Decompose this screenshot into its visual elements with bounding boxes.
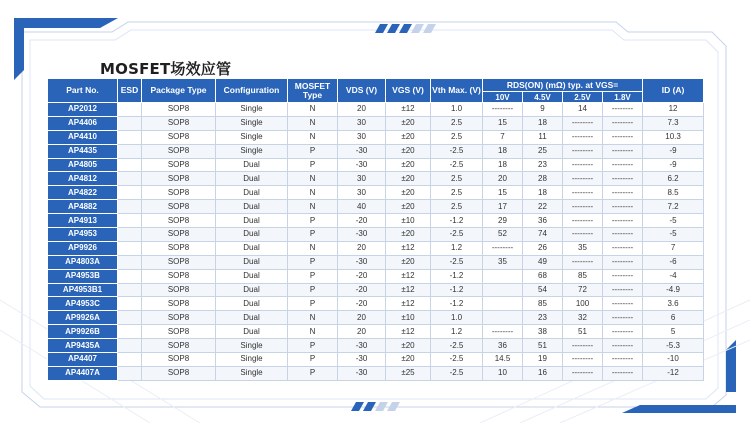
header-vgs: VGS (V) [386, 79, 431, 103]
cell-vds: -20 [338, 283, 386, 297]
cell-configuration: Dual [216, 311, 288, 325]
header-id: ID (A) [643, 79, 704, 103]
cell-rds-1-8v: -------- [603, 103, 643, 117]
cell-rds-10v: 7 [483, 130, 523, 144]
cell-rds-2-5v: -------- [563, 214, 603, 228]
cell-esd [118, 116, 142, 130]
cell-rds-4-5v: 18 [523, 186, 563, 200]
cell-vds: 20 [338, 103, 386, 117]
table-row [48, 116, 704, 130]
cell-rds-10v: 10 [483, 366, 523, 380]
cell-rds-1-8v: -------- [603, 214, 643, 228]
cell-part-no: AP2012 [48, 103, 118, 117]
cell-configuration: Dual [216, 269, 288, 283]
cell-mosfet-type: P [288, 144, 338, 158]
cell-vds: -30 [338, 353, 386, 367]
header-mosfet-type: MOSFET Type [288, 79, 338, 103]
cell-mosfet-type: P [288, 283, 338, 297]
cell-id: 7.3 [643, 116, 704, 130]
cell-rds-2-5v: -------- [563, 172, 603, 186]
cell-esd [118, 297, 142, 311]
cell-rds-10v: 18 [483, 158, 523, 172]
table-row [48, 283, 704, 297]
cell-vth: 2.5 [431, 172, 483, 186]
cell-vgs: ±20 [386, 144, 431, 158]
cell-rds-2-5v: -------- [563, 186, 603, 200]
cell-rds-1-8v: -------- [603, 255, 643, 269]
cell-vgs: ±20 [386, 353, 431, 367]
cell-rds-1-8v: -------- [603, 228, 643, 242]
cell-esd [118, 228, 142, 242]
cell-vth: -1.2 [431, 283, 483, 297]
cell-esd [118, 255, 142, 269]
cell-mosfet-type: P [288, 297, 338, 311]
cell-vds: 30 [338, 172, 386, 186]
table-row [48, 366, 704, 380]
cell-id: -9 [643, 144, 704, 158]
cell-part-no: AP9435A [48, 339, 118, 353]
cell-vds: -30 [338, 339, 386, 353]
cell-mosfet-type: P [288, 269, 338, 283]
cell-rds-4-5v: 16 [523, 366, 563, 380]
cell-rds-4-5v: 25 [523, 144, 563, 158]
cell-package-type: SOP8 [142, 255, 216, 269]
cell-configuration: Dual [216, 200, 288, 214]
cell-mosfet-type: N [288, 241, 338, 255]
mosfet-spec-table [47, 78, 704, 381]
cell-configuration: Single [216, 366, 288, 380]
cell-configuration: Dual [216, 158, 288, 172]
cell-vds: 30 [338, 116, 386, 130]
cell-esd [118, 283, 142, 297]
cell-rds-1-8v: -------- [603, 339, 643, 353]
cell-vth: 1.2 [431, 325, 483, 339]
cell-rds-1-8v: -------- [603, 200, 643, 214]
cell-esd [118, 158, 142, 172]
table-row [48, 144, 704, 158]
cell-rds-1-8v: -------- [603, 325, 643, 339]
cell-rds-2-5v: 35 [563, 241, 603, 255]
cell-package-type: SOP8 [142, 366, 216, 380]
table-row [48, 200, 704, 214]
cell-id: 5 [643, 325, 704, 339]
cell-id: -12 [643, 366, 704, 380]
cell-vgs: ±25 [386, 366, 431, 380]
cell-vgs: ±20 [386, 228, 431, 242]
cell-vth: -2.5 [431, 255, 483, 269]
cell-vgs: ±12 [386, 269, 431, 283]
cell-vth: 1.0 [431, 311, 483, 325]
cell-rds-10v: 35 [483, 255, 523, 269]
cell-esd [118, 186, 142, 200]
cell-mosfet-type: N [288, 172, 338, 186]
cell-esd [118, 130, 142, 144]
header-esd: ESD [118, 79, 142, 103]
table-row [48, 255, 704, 269]
cell-part-no: AP4822 [48, 186, 118, 200]
cell-vds: -20 [338, 269, 386, 283]
cell-mosfet-type: P [288, 255, 338, 269]
cell-vth: 1.2 [431, 241, 483, 255]
cell-id: 10.3 [643, 130, 704, 144]
cell-part-no: AP4805 [48, 158, 118, 172]
cell-id: -10 [643, 353, 704, 367]
cell-rds-1-8v: -------- [603, 186, 643, 200]
cell-rds-4-5v: 9 [523, 103, 563, 117]
cell-rds-1-8v: -------- [603, 130, 643, 144]
table-row [48, 353, 704, 367]
cell-mosfet-type: N [288, 186, 338, 200]
cell-configuration: Single [216, 116, 288, 130]
cell-mosfet-type: N [288, 325, 338, 339]
cell-rds-4-5v: 11 [523, 130, 563, 144]
cell-id: 12 [643, 103, 704, 117]
table-row [48, 228, 704, 242]
cell-vth: -1.2 [431, 297, 483, 311]
cell-part-no: AP4407 [48, 353, 118, 367]
table-row [48, 130, 704, 144]
cell-vds: 20 [338, 325, 386, 339]
cell-rds-4-5v: 28 [523, 172, 563, 186]
cell-vth: -2.5 [431, 353, 483, 367]
cell-esd [118, 339, 142, 353]
cell-part-no: AP4953C [48, 297, 118, 311]
cell-vds: -30 [338, 144, 386, 158]
cell-vth: 1.0 [431, 103, 483, 117]
cell-part-no: AP9926B [48, 325, 118, 339]
table-row [48, 214, 704, 228]
cell-vgs: ±20 [386, 116, 431, 130]
cell-package-type: SOP8 [142, 116, 216, 130]
cell-mosfet-type: N [288, 103, 338, 117]
cell-rds-1-8v: -------- [603, 353, 643, 367]
cell-id: -4 [643, 269, 704, 283]
cell-rds-10v: 15 [483, 116, 523, 130]
cell-id: -6 [643, 255, 704, 269]
cell-rds-10v [483, 297, 523, 311]
cell-id: -5.3 [643, 339, 704, 353]
cell-rds-2-5v: -------- [563, 158, 603, 172]
cell-part-no: AP9926 [48, 241, 118, 255]
cell-rds-2-5v: 100 [563, 297, 603, 311]
cell-configuration: Dual [216, 325, 288, 339]
header-part-no: Part No. [48, 79, 118, 103]
cell-rds-2-5v: 51 [563, 325, 603, 339]
cell-configuration: Dual [216, 172, 288, 186]
cell-id: -5 [643, 214, 704, 228]
cell-rds-2-5v: -------- [563, 130, 603, 144]
cell-configuration: Dual [216, 241, 288, 255]
cell-package-type: SOP8 [142, 353, 216, 367]
cell-vth: -2.5 [431, 228, 483, 242]
cell-package-type: SOP8 [142, 311, 216, 325]
table-row [48, 186, 704, 200]
cell-vth: 2.5 [431, 186, 483, 200]
cell-part-no: AP4435 [48, 144, 118, 158]
cell-rds-10v: 18 [483, 144, 523, 158]
cell-rds-4-5v: 19 [523, 353, 563, 367]
cell-rds-2-5v: 14 [563, 103, 603, 117]
cell-package-type: SOP8 [142, 144, 216, 158]
cell-rds-4-5v: 85 [523, 297, 563, 311]
cell-vds: -30 [338, 366, 386, 380]
cell-esd [118, 172, 142, 186]
cell-rds-1-8v: -------- [603, 158, 643, 172]
cell-rds-2-5v: -------- [563, 228, 603, 242]
cell-part-no: AP4913 [48, 214, 118, 228]
header-vds: VDS (V) [338, 79, 386, 103]
cell-part-no: AP4812 [48, 172, 118, 186]
cell-rds-10v: 29 [483, 214, 523, 228]
cell-configuration: Single [216, 339, 288, 353]
cell-configuration: Dual [216, 297, 288, 311]
cell-rds-4-5v: 18 [523, 116, 563, 130]
cell-vgs: ±20 [386, 339, 431, 353]
cell-rds-4-5v: 74 [523, 228, 563, 242]
cell-configuration: Dual [216, 186, 288, 200]
cell-rds-10v: -------- [483, 241, 523, 255]
cell-mosfet-type: P [288, 353, 338, 367]
cell-package-type: SOP8 [142, 200, 216, 214]
cell-mosfet-type: P [288, 214, 338, 228]
cell-mosfet-type: P [288, 339, 338, 353]
cell-vth: -2.5 [431, 366, 483, 380]
cell-rds-4-5v: 26 [523, 241, 563, 255]
cell-rds-1-8v: -------- [603, 172, 643, 186]
cell-rds-10v: 52 [483, 228, 523, 242]
table-row [48, 172, 704, 186]
cell-configuration: Single [216, 130, 288, 144]
cell-configuration: Dual [216, 255, 288, 269]
cell-rds-4-5v: 49 [523, 255, 563, 269]
cell-vgs: ±12 [386, 241, 431, 255]
cell-rds-1-8v: -------- [603, 269, 643, 283]
table-row [48, 297, 704, 311]
cell-package-type: SOP8 [142, 297, 216, 311]
cell-vgs: ±20 [386, 255, 431, 269]
cell-vds: -20 [338, 297, 386, 311]
cell-configuration: Dual [216, 283, 288, 297]
table-row [48, 339, 704, 353]
cell-part-no: AP4882 [48, 200, 118, 214]
cell-package-type: SOP8 [142, 241, 216, 255]
cell-vth: -1.2 [431, 214, 483, 228]
cell-part-no: AP4407A [48, 366, 118, 380]
cell-rds-4-5v: 36 [523, 214, 563, 228]
cell-package-type: SOP8 [142, 103, 216, 117]
cell-vth: -2.5 [431, 158, 483, 172]
cell-part-no: AP4953B [48, 269, 118, 283]
cell-mosfet-type: N [288, 130, 338, 144]
cell-mosfet-type: N [288, 311, 338, 325]
cell-esd [118, 200, 142, 214]
table-row [48, 325, 704, 339]
cell-rds-2-5v: -------- [563, 353, 603, 367]
cell-vgs: ±12 [386, 297, 431, 311]
cell-vgs: ±20 [386, 172, 431, 186]
cell-package-type: SOP8 [142, 186, 216, 200]
cell-rds-1-8v: -------- [603, 144, 643, 158]
cell-id: -4.9 [643, 283, 704, 297]
cell-rds-2-5v: 72 [563, 283, 603, 297]
table-row [48, 158, 704, 172]
cell-package-type: SOP8 [142, 158, 216, 172]
cell-rds-1-8v: -------- [603, 311, 643, 325]
cell-esd [118, 241, 142, 255]
cell-vgs: ±20 [386, 158, 431, 172]
cell-rds-2-5v: 85 [563, 269, 603, 283]
cell-vth: 2.5 [431, 200, 483, 214]
cell-id: 8.5 [643, 186, 704, 200]
cell-esd [118, 144, 142, 158]
cell-rds-10v: 14.5 [483, 353, 523, 367]
table-row [48, 103, 704, 117]
cell-vgs: ±12 [386, 283, 431, 297]
cell-rds-2-5v: 32 [563, 311, 603, 325]
cell-rds-10v [483, 283, 523, 297]
cell-part-no: AP4953B1 [48, 283, 118, 297]
cell-esd [118, 103, 142, 117]
cell-vgs: ±12 [386, 103, 431, 117]
cell-esd [118, 269, 142, 283]
cell-rds-2-5v: -------- [563, 116, 603, 130]
cell-vgs: ±10 [386, 311, 431, 325]
table-body [48, 103, 704, 381]
cell-vth: 2.5 [431, 130, 483, 144]
header-configuration: Configuration [216, 79, 288, 103]
cell-rds-1-8v: -------- [603, 297, 643, 311]
cell-rds-10v: 20 [483, 172, 523, 186]
cell-rds-2-5v: -------- [563, 366, 603, 380]
cell-rds-4-5v: 22 [523, 200, 563, 214]
cell-mosfet-type: P [288, 366, 338, 380]
cell-id: 3.6 [643, 297, 704, 311]
cell-rds-10v [483, 311, 523, 325]
cell-part-no: AP4953 [48, 228, 118, 242]
cell-vds: 30 [338, 186, 386, 200]
cell-vds: 30 [338, 130, 386, 144]
cell-rds-10v: 15 [483, 186, 523, 200]
cell-mosfet-type: N [288, 116, 338, 130]
cell-mosfet-type: P [288, 158, 338, 172]
header-rds-group: RDS(ON) (mΩ) typ. at VGS= [483, 79, 643, 92]
cell-vth: -2.5 [431, 144, 483, 158]
cell-id: -9 [643, 158, 704, 172]
cell-rds-4-5v: 54 [523, 283, 563, 297]
header-vth: Vth Max. (V) [431, 79, 483, 103]
cell-vth: -1.2 [431, 269, 483, 283]
cell-esd [118, 325, 142, 339]
cell-vds: -30 [338, 158, 386, 172]
cell-part-no: AP4410 [48, 130, 118, 144]
cell-package-type: SOP8 [142, 172, 216, 186]
cell-rds-10v: 17 [483, 200, 523, 214]
cell-mosfet-type: N [288, 200, 338, 214]
cell-vds: -20 [338, 214, 386, 228]
cell-package-type: SOP8 [142, 269, 216, 283]
cell-package-type: SOP8 [142, 214, 216, 228]
header-rds-2-5v: 2.5V [563, 92, 603, 103]
header-package-type: Package Type [142, 79, 216, 103]
cell-configuration: Dual [216, 214, 288, 228]
header-rds-1-8v: 1.8V [603, 92, 643, 103]
cell-vgs: ±12 [386, 325, 431, 339]
cell-part-no: AP4406 [48, 116, 118, 130]
cell-vds: -30 [338, 228, 386, 242]
cell-id: 6 [643, 311, 704, 325]
cell-configuration: Single [216, 103, 288, 117]
cell-rds-4-5v: 23 [523, 311, 563, 325]
cell-part-no: AP4803A [48, 255, 118, 269]
cell-package-type: SOP8 [142, 325, 216, 339]
cell-rds-2-5v: -------- [563, 339, 603, 353]
cell-vds: 40 [338, 200, 386, 214]
cell-configuration: Single [216, 353, 288, 367]
cell-vds: -30 [338, 255, 386, 269]
cell-esd [118, 366, 142, 380]
cell-rds-10v: -------- [483, 103, 523, 117]
cell-vgs: ±20 [386, 200, 431, 214]
cell-id: 7 [643, 241, 704, 255]
cell-vth: -2.5 [431, 339, 483, 353]
table-row [48, 269, 704, 283]
cell-rds-10v: -------- [483, 325, 523, 339]
cell-package-type: SOP8 [142, 130, 216, 144]
cell-rds-4-5v: 51 [523, 339, 563, 353]
cell-rds-4-5v: 68 [523, 269, 563, 283]
cell-rds-1-8v: -------- [603, 283, 643, 297]
cell-vgs: ±20 [386, 130, 431, 144]
cell-configuration: Dual [216, 228, 288, 242]
header-rds-10v: 10V [483, 92, 523, 103]
cell-package-type: SOP8 [142, 228, 216, 242]
cell-mosfet-type: P [288, 228, 338, 242]
cell-rds-2-5v: -------- [563, 255, 603, 269]
cell-rds-4-5v: 38 [523, 325, 563, 339]
cell-rds-10v [483, 269, 523, 283]
cell-package-type: SOP8 [142, 283, 216, 297]
cell-vgs: ±10 [386, 214, 431, 228]
cell-rds-1-8v: -------- [603, 241, 643, 255]
cell-esd [118, 353, 142, 367]
cell-rds-4-5v: 23 [523, 158, 563, 172]
cell-rds-1-8v: -------- [603, 116, 643, 130]
cell-rds-2-5v: -------- [563, 200, 603, 214]
page-title: MOSFET场效应管 [100, 60, 232, 78]
cell-vds: 20 [338, 311, 386, 325]
cell-rds-1-8v: -------- [603, 366, 643, 380]
cell-package-type: SOP8 [142, 339, 216, 353]
cell-vds: 20 [338, 241, 386, 255]
cell-id: 6.2 [643, 172, 704, 186]
header-rds-4-5v: 4.5V [523, 92, 563, 103]
table-row [48, 241, 704, 255]
table-row [48, 311, 704, 325]
cell-vth: 2.5 [431, 116, 483, 130]
cell-part-no: AP9926A [48, 311, 118, 325]
cell-configuration: Single [216, 144, 288, 158]
cell-vgs: ±20 [386, 186, 431, 200]
cell-id: -5 [643, 228, 704, 242]
cell-rds-10v: 36 [483, 339, 523, 353]
cell-esd [118, 311, 142, 325]
cell-id: 7.2 [643, 200, 704, 214]
cell-esd [118, 214, 142, 228]
cell-rds-2-5v: -------- [563, 144, 603, 158]
